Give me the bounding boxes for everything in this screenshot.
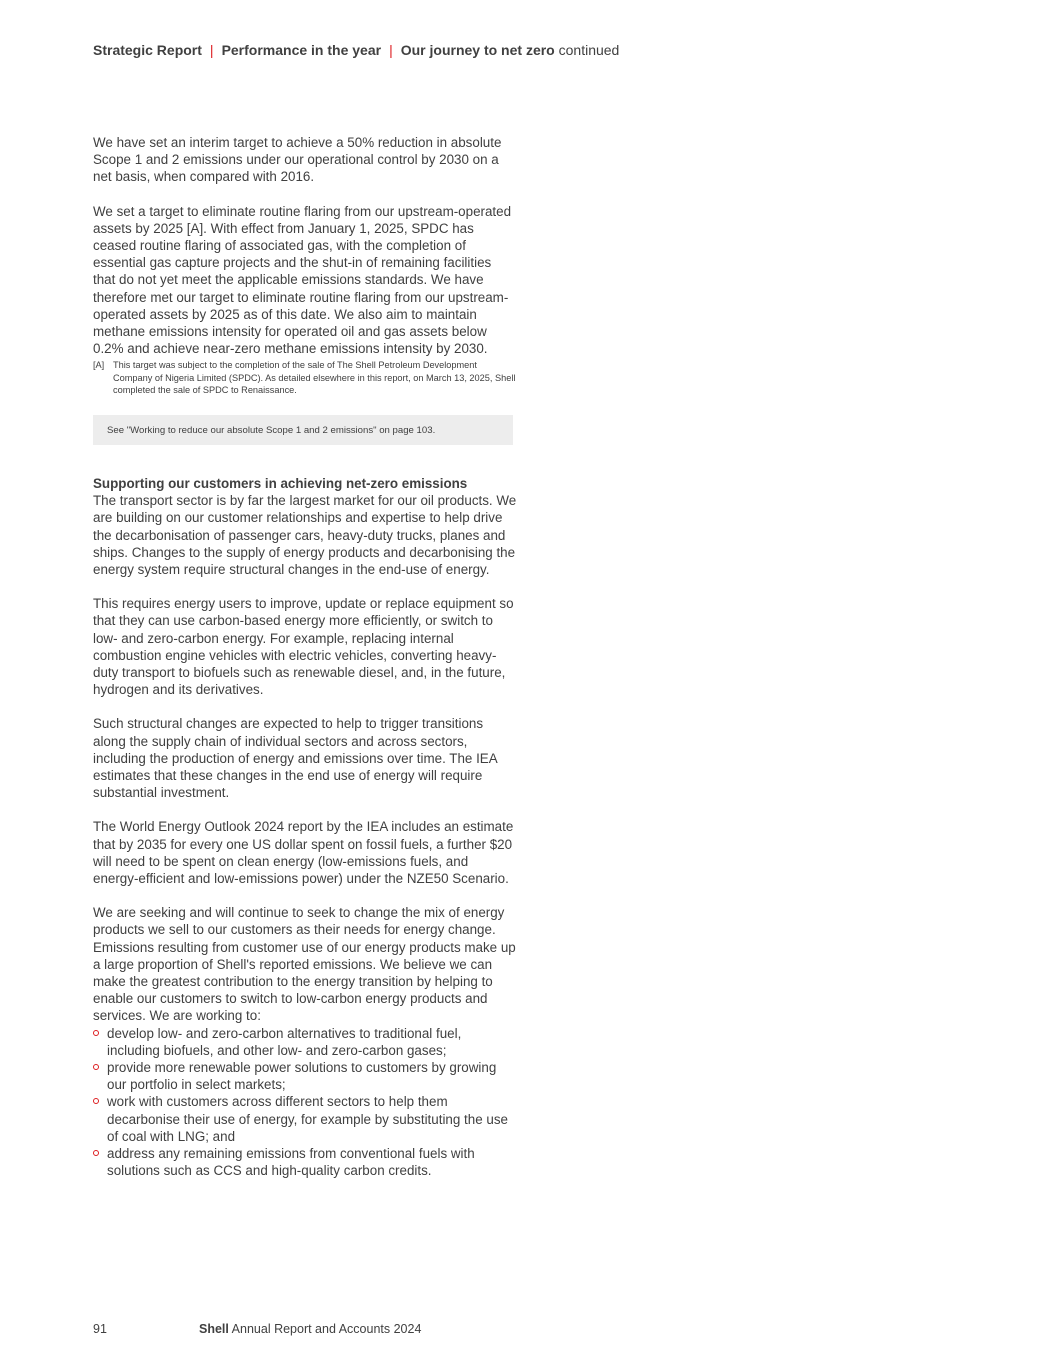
list-item <box>93 1025 517 1059</box>
cross-reference-box <box>93 415 513 445</box>
paragraph-interim-target: We have set an interim target to achieve a 50% reduction in absolute Scope 1 and 2 emissions under our operational control by 2030 on a net basis, when compared with 2016. <box>93 135 502 185</box>
list-item <box>93 1093 517 1145</box>
bullet-icon <box>93 1030 99 1036</box>
bullet-icon <box>93 1150 99 1156</box>
paragraph-routine-flaring: We set a target to eliminate routine flaring from our upstream-operated assets by 2025 [A]. With effect from January 1, 2025, SPDC has ceased routine flaring of associated gas, with the completion of essential gas capture projects and the shut-in of remaining facilities that do not yet meet the applicable emissions standards. We have therefore met our target to eliminate routine flaring from our upstream-operated assets by 2025 as of this date. We also aim to maintain methane emissions intensity for operated oil and gas assets below 0.2% and achieve near-zero methane emissions intensity by 2030. <box>93 203 512 357</box>
cross-reference-text: See "Working to reduce our absolute Scope 1 and 2 emissions" on page 103. <box>107 424 436 436</box>
footnote <box>93 359 517 397</box>
breadcrumb-separator: | <box>209 42 214 58</box>
list-item-text: address any remaining emissions from conventional fuels with solutions such as CCS and high-quality carbon credits. <box>107 1146 475 1179</box>
breadcrumb-net-zero: Our journey to net zero <box>400 42 555 58</box>
list-item-text: provide more renewable power solutions to customers by growing our portfolio in select markets; <box>107 1060 497 1093</box>
bullet-list <box>93 1025 517 1180</box>
running-header <box>93 42 619 58</box>
paragraph-structural-changes: Such structural changes are expected to help to trigger transitions along the supply chain of individual sectors and across sectors, including the production of energy and emissions over time. The IEA estimates that these changes in the end use of energy will require substantial investment. <box>93 716 497 801</box>
paragraph-energy-mix: We are seeking and will continue to seek to change the mix of energy products we sell to our customers as their needs for energy change. Emissions resulting from customer use of our energy products make up a large proportion of Shell's reported emissions. We believe we can make the greatest contribution to the energy transition by helping to enable our customers to switch to low-carbon energy products and services. We are working to: <box>93 905 516 1024</box>
footer-brand <box>199 1322 421 1336</box>
continued-label: continued <box>558 42 620 58</box>
paragraph-energy-users: This requires energy users to improve, update or replace equipment so that they can use carbon-based energy more efficiently, or switch to low- and zero-carbon energy. For example, replacing internal combustion engine vehicles with electric vehicles, converting heavy-duty transport to biofuels such as renewable diesel, and, in the future, hydrogen and its derivatives. <box>93 596 514 698</box>
paragraph-world-energy-outlook: The World Energy Outlook 2024 report by the IEA includes an estimate that by 2035 for every one US dollar spent on fossil fuels, a further $20 will need to be spent on clean energy (low-emissions fuels, and energy-efficient and low-emissions power) under the NZE50 Scenario. <box>93 819 514 886</box>
report-title: Annual Report and Accounts 2024 <box>231 1322 422 1336</box>
brand-name: Shell <box>199 1322 229 1336</box>
paragraph-transport-sector: The transport sector is by far the largest market for our oil products. We are building on our customer relationships and expertise to help drive the decarbonisation of passenger cars, heavy-duty trucks, planes and ships. Changes to the supply of energy products and decarbonising the energy system require structural changes in the end-use of energy. <box>93 493 517 577</box>
section-heading: Supporting our customers in achieving net-zero emissions <box>93 475 468 491</box>
main-column <box>93 134 517 1179</box>
list-item <box>93 1059 517 1093</box>
list-item <box>93 1145 517 1179</box>
footnote-text: This target was subject to the completion of the sale of The Shell Petroleum Development Company of Nigeria Limited (SPDC). As detailed elsewhere in this report, on March 13, 2025, Shell completed the sale of SPDC to Renaissance. <box>113 360 516 396</box>
breadcrumb-separator: | <box>389 42 393 58</box>
footnote-marker: [A] <box>93 360 105 371</box>
page-number: 91 <box>93 1322 107 1336</box>
bullet-icon <box>93 1064 99 1070</box>
breadcrumb-performance: Performance in the year <box>221 42 382 58</box>
breadcrumb-strategic-report: Strategic Report <box>93 42 202 58</box>
list-item-text: develop low- and zero-carbon alternatives to traditional fuel, including biofuels, and other low- and zero-carbon gases; <box>107 1025 462 1058</box>
list-item-text: work with customers across different sectors to help them decarbonise their use of energy, for example by substituting the use of coal with LNG; and <box>107 1094 508 1144</box>
bullet-icon <box>93 1098 99 1104</box>
